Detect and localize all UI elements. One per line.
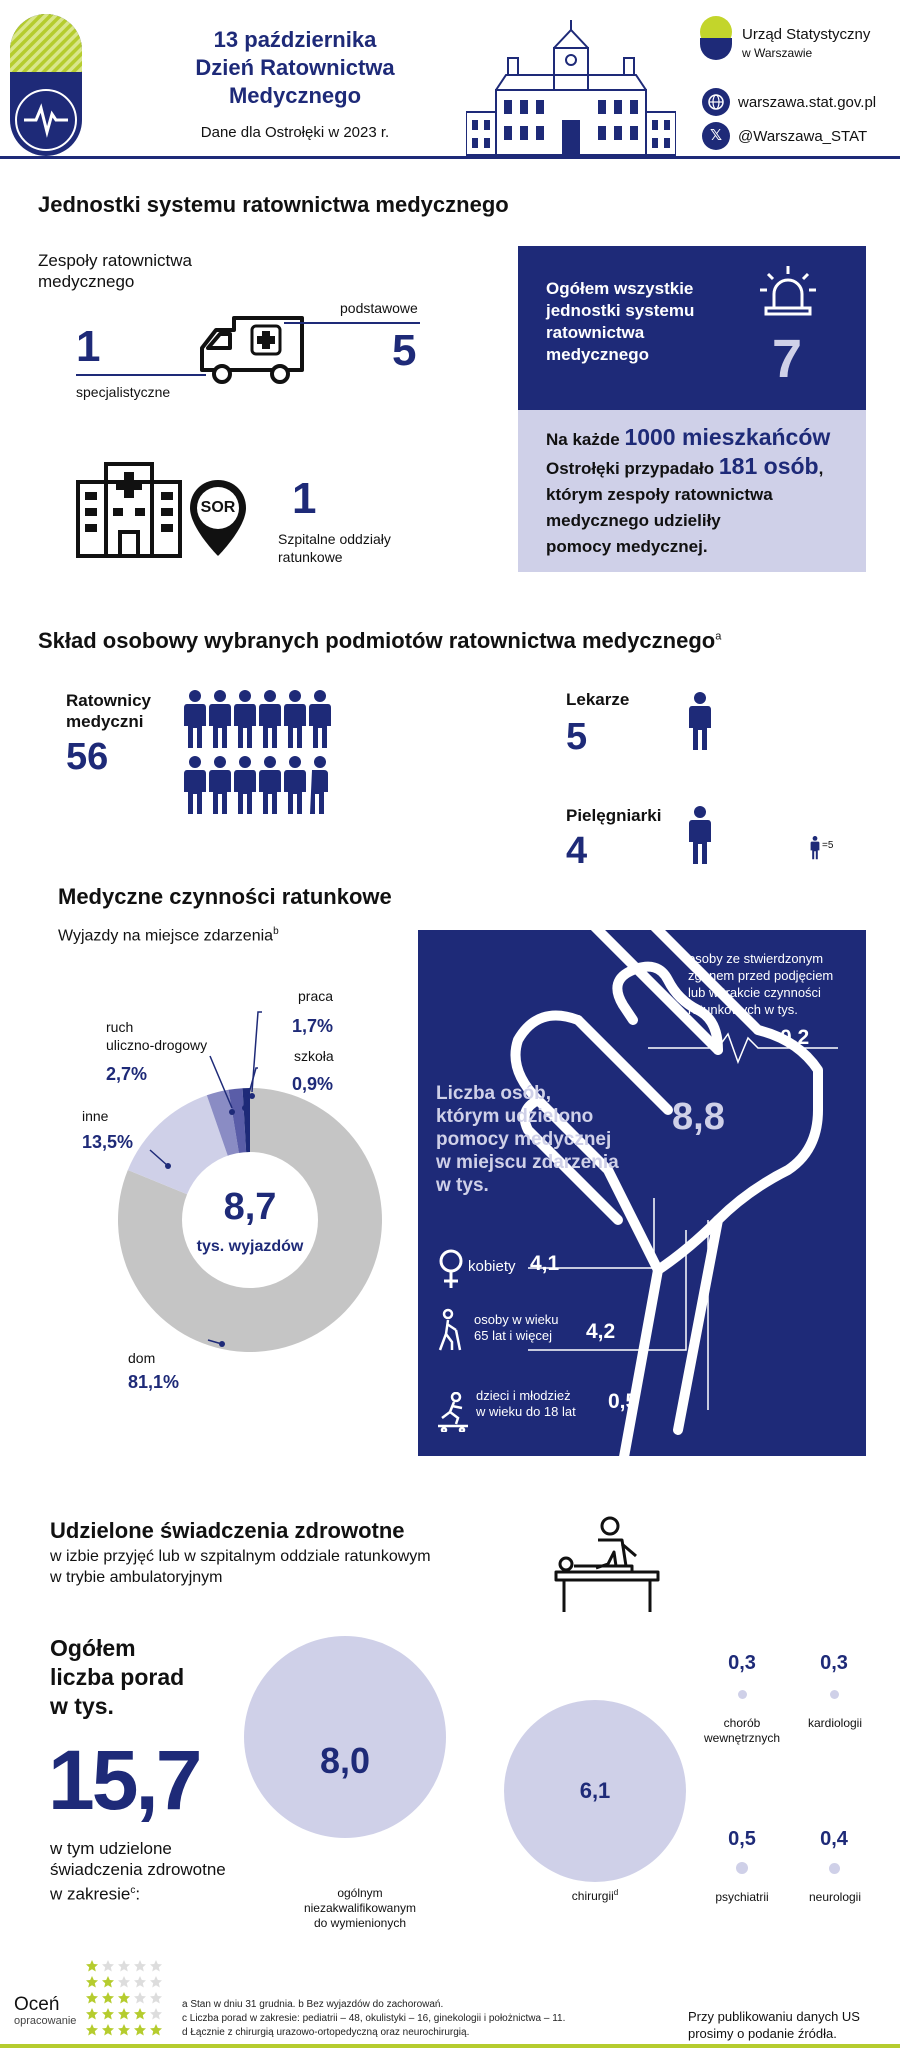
publishing-note (688, 2008, 860, 2042)
dead-line-3: lub w trakcie czynności (688, 985, 821, 1000)
helped-line-3: pomocy medycznej (436, 1129, 612, 1150)
donut-leader-lines (0, 1000, 420, 1360)
specialist-value: 1 (76, 322, 101, 371)
per-line-1-b: 1000 mieszkańców (624, 424, 831, 450)
rate-link[interactable] (14, 1996, 76, 2030)
kids-value: 0,5 (608, 1390, 638, 1413)
per-line-3: którym zespoły ratownictwa (546, 485, 773, 504)
basic-value: 5 (392, 326, 417, 375)
paramedics-people-icons (182, 690, 342, 820)
website-text: warszawa.stat.gov.pl (738, 93, 877, 111)
twitter-text: @Warszawa_STAT (738, 127, 868, 145)
services-heading: Udzielone świadczenia zdrowotne (50, 1518, 405, 1543)
psych-label: psychiatrii (715, 1890, 769, 1904)
specialist-label: specjalistyczne (76, 384, 171, 400)
dead-line-1: osoby ze stwierdzonym (688, 951, 824, 966)
advice-range-sup: c (130, 1885, 136, 1896)
globe-icon (702, 88, 730, 116)
siren-icon (758, 264, 818, 316)
bubble-general (244, 1636, 446, 1838)
services-sub-line-1: w izbie przyjęć lub w szpitalnym oddziale ratunkowym (50, 1548, 431, 1565)
paramedics-value: 56 (66, 736, 109, 778)
dead-value: 0,2 (780, 1026, 810, 1049)
per-line-1-a: Na każde (546, 430, 625, 449)
advice-range-line-3: w zakresie (50, 1884, 131, 1904)
rate-line-2: opracowanie (14, 2015, 77, 2027)
ecg-badge-icon (10, 14, 82, 156)
advice-total-line-2: liczba porad (50, 1664, 185, 1690)
value-szkola: 0,9% (292, 1074, 334, 1094)
units-heading: Jednostki systemu ratownictwa medycznego (38, 192, 509, 217)
helped-label (436, 1082, 619, 1197)
massage-treatment-icon (552, 1516, 662, 1616)
total-units-line-1: Ogółem wszystkie (546, 279, 694, 298)
office-name-line-2: w Warszawie (742, 46, 813, 60)
advice-range-line-1: w tym udzielone (50, 1839, 172, 1858)
people-helped-panel (418, 930, 866, 1456)
advice-total-line-3: w tys. (50, 1693, 114, 1719)
rescue-sub-text: Wyjazdy na miejsce zdarzenia (58, 927, 274, 945)
helped-value: 8,8 (672, 1096, 725, 1138)
neuro-dot (829, 1863, 840, 1874)
child-skateboard-icon (434, 1392, 474, 1432)
publishing-line-2: prosimy o podanie źródła. (688, 2026, 837, 2041)
office-name-line-1: Urząd Statystyczny (742, 26, 871, 43)
kids-line-1: dzieci i młodzież (476, 1388, 571, 1403)
elderly-line-1: osoby w wieku (474, 1312, 559, 1327)
surgery-label-sup: d (613, 1888, 619, 1897)
internal-line-2: wewnętrznych (703, 1731, 781, 1745)
psych-dot (736, 1862, 748, 1874)
per-1000-box (518, 410, 866, 572)
footnote-2: c Liczba porad w zakresie: pediatrii – 48, okulistyki – 16, ginekologii i położnictwa – 11. (182, 2013, 566, 2024)
total-units-label (546, 278, 694, 366)
paramedics-label (66, 690, 151, 732)
advice-range-line-2: świadczenia zdrowotne (50, 1860, 226, 1879)
psych-value: 0,5 (728, 1828, 756, 1850)
title-line-2: Dzień Ratownictwa (195, 55, 395, 80)
services-sub-line-2: w trybie ambulatoryjnym (50, 1569, 223, 1586)
twitter-link[interactable] (702, 122, 867, 150)
rate-line-1: Oceń (14, 1994, 60, 2015)
internal-line-1: chorób (723, 1716, 761, 1730)
label-praca: praca (298, 988, 334, 1004)
header-subtitle: Dane dla Ostrołęki w 2023 r. (200, 124, 390, 141)
elderly-person-icon (436, 1308, 466, 1352)
helped-line-4: w miejscu zdarzenia (436, 1152, 619, 1173)
footnote-3: d Łącznie z chirurgią urazowo-ortopedyczną oraz neurochirurgią. (182, 2027, 470, 2038)
per-line-2-a: Ostrołęki przypadało (546, 459, 719, 478)
label-ruch (106, 1018, 207, 1054)
surgery-value: 6,1 (579, 1778, 611, 1803)
sor-pin-icon (188, 478, 248, 558)
per-line-2-b: 181 osób (718, 453, 819, 479)
surgery-label (540, 1888, 650, 1903)
internal-label (692, 1716, 792, 1746)
staff-heading-sup: a (715, 630, 722, 643)
general-line-2: niezakwalifikowanym (303, 1901, 417, 1915)
helped-line-5: w tys. (436, 1175, 489, 1196)
neuro-value: 0,4 (820, 1828, 848, 1850)
general-line-3: do wymienionych (313, 1916, 407, 1930)
elderly-value: 4,2 (586, 1320, 616, 1343)
x-logo-icon: 𝕏 (702, 122, 730, 150)
donut-center-value: 8,7 (223, 1186, 277, 1228)
website-link[interactable] (702, 88, 876, 116)
teams-label: Zespoły ratownictwa medycznego (38, 251, 193, 291)
general-value: 8,0 (319, 1740, 371, 1781)
header-divider (0, 156, 900, 159)
header (0, 0, 900, 160)
advice-total-line-1: Ogółem (50, 1635, 136, 1661)
value-praca: 1,7% (292, 1016, 334, 1036)
elderly-label (474, 1312, 559, 1344)
cardio-dot (830, 1690, 839, 1699)
label-szkola: szkoła (294, 1048, 334, 1064)
legend-person-icon (810, 836, 820, 860)
doctor-person-icon (688, 692, 712, 752)
sor-badge-text: SOR (200, 499, 236, 516)
label-ruch-line-1: ruch (106, 1019, 134, 1035)
rating-stars-icon[interactable] (86, 1960, 170, 2040)
paramedics-label-line-2: medyczni (66, 712, 144, 731)
per-line-5: pomocy medycznej. (546, 537, 708, 556)
footnote-1: a Stan w dniu 31 grudnia. b Bez wyjazdów do zachorowań. (182, 1999, 444, 2010)
dead-label (688, 950, 833, 1018)
paramedics-label-line-1: Ratownicy (66, 691, 152, 710)
general-label (270, 1886, 450, 1931)
total-units-line-3: ratownictwa (546, 323, 645, 342)
kids-label (476, 1388, 576, 1420)
title-line-3: Medycznego (228, 83, 362, 108)
per-line-2-c: , (818, 459, 824, 478)
per-line-4: medycznego udzieliły (546, 511, 721, 530)
office-name (742, 26, 870, 62)
cardio-value: 0,3 (820, 1652, 848, 1674)
town-hall-icon (466, 20, 676, 160)
basic-line (284, 322, 420, 324)
publishing-line-1: Przy publikowaniu danych US (688, 2009, 860, 2024)
general-line-1: ogólnym (337, 1886, 383, 1900)
women-label: kobiety (468, 1258, 516, 1275)
doctors-label: Lekarze (566, 690, 630, 709)
women-value: 4,1 (530, 1252, 560, 1275)
rescue-sub (58, 926, 279, 945)
advice-total-value: 15,7 (48, 1733, 200, 1827)
advice-total-label (50, 1634, 184, 1721)
staff-heading-text: Skład osobowy wybranych podmiotów ratownictwa medycznego (38, 628, 716, 653)
footer-bar (0, 2044, 900, 2048)
value-inne: 13,5% (82, 1132, 134, 1152)
ed-label (278, 530, 391, 566)
nurses-label: Pielęgniarki (566, 806, 662, 825)
legend-text: =5 (822, 840, 834, 851)
dead-line-4: ratunkowych w tys. (688, 1002, 798, 1017)
label-dom: dom (128, 1350, 156, 1366)
ed-label-line-2: ratunkowe (278, 549, 343, 565)
doctors-value: 5 (566, 716, 588, 758)
specialist-line (76, 374, 206, 376)
neuro-label: neurologii (808, 1890, 862, 1904)
kids-line-2: w wieku do 18 lat (476, 1404, 576, 1419)
services-sub (50, 1546, 431, 1588)
total-units-box (518, 246, 866, 410)
internal-value: 0,3 (728, 1652, 756, 1674)
total-units-value: 7 (772, 329, 803, 389)
header-title (150, 26, 440, 110)
elderly-line-2: 65 lat i więcej (474, 1328, 553, 1343)
value-ruch: 2,7% (106, 1064, 148, 1084)
total-units-line-2: jednostki systemu (546, 301, 695, 320)
helped-line-1: Liczba osób, (436, 1083, 552, 1104)
badge-logo (10, 14, 82, 156)
hospital-icon (76, 460, 182, 558)
donut-center-label: tys. wyjazdów (196, 1238, 304, 1255)
total-units-line-4: medycznego (546, 345, 649, 364)
ed-value: 1 (292, 474, 317, 523)
female-symbol-icon (436, 1248, 466, 1290)
staff-heading (38, 628, 721, 654)
dead-line-2: zgonem przed podjęciem (688, 968, 834, 983)
internal-dot (738, 1690, 747, 1699)
surgery-label-text: chirurgii (571, 1889, 614, 1903)
advice-range-label (50, 1838, 226, 1905)
title-line-1: 13 października (213, 27, 377, 52)
nurses-value: 4 (566, 830, 588, 872)
value-dom: 81,1% (128, 1372, 180, 1392)
label-inne: inne (82, 1108, 109, 1124)
rescue-sub-sup: b (273, 926, 279, 937)
ed-label-line-1: Szpitalne oddziały (278, 531, 391, 547)
advice-range-colon: : (135, 1884, 141, 1904)
per-1000-text (546, 424, 856, 560)
footnotes (182, 1998, 565, 2040)
helped-line-2: którym udzielono (436, 1106, 594, 1127)
cardio-label: kardiologii (807, 1716, 863, 1730)
label-ruch-line-2: uliczno-drogowy (106, 1037, 208, 1053)
nurse-person-icon (688, 806, 712, 866)
office-logo-icon (698, 16, 734, 66)
rescue-heading: Medyczne czynności ratunkowe (58, 884, 392, 909)
basic-label: podstawowe (340, 300, 418, 316)
